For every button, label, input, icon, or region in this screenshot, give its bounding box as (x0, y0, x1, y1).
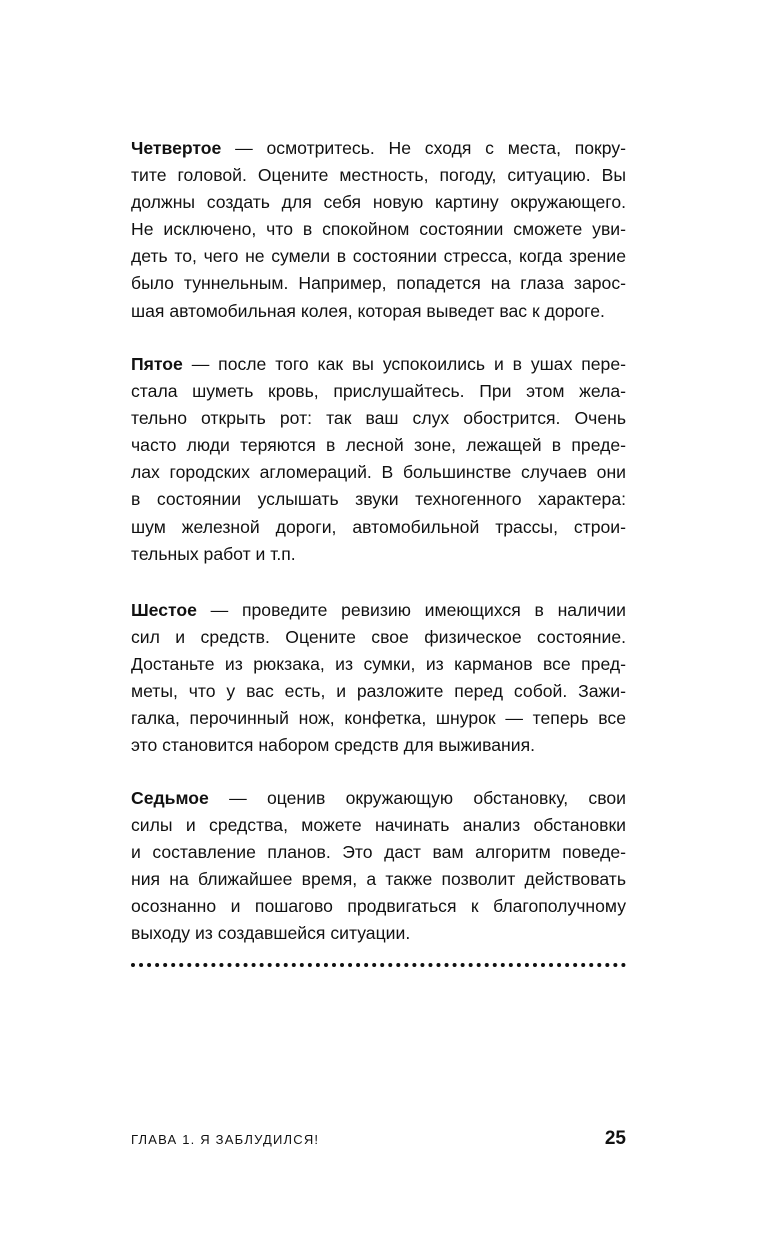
text-line: меты, что у вас есть, и разложите перед собой. Зажи- (131, 681, 626, 702)
line-text: — проведите ревизию имеющихся в наличии (196, 600, 626, 620)
text-line: Достаньте из рюкзака, из сумки, из карманов все пред- (131, 654, 626, 675)
text-line: стала шуметь кровь, прислушайтесь. При этом жела- (131, 381, 626, 402)
text-line: силы и средства, можете начинать анализ обстановки (131, 815, 626, 836)
text-line: сил и средств. Оцените свое физическое состояние. (131, 627, 626, 648)
paragraph-seventh (131, 785, 626, 948)
text-line (131, 351, 626, 378)
text-line: в состоянии услышать звуки техногенного характера: (131, 489, 626, 510)
text-line: лах городских агломераций. В большинстве случаев они (131, 462, 626, 483)
text-line: Не исключено, что в спокойном состоянии сможете уви- (131, 219, 626, 240)
text-line: тельных работ и т.п. (131, 543, 296, 564)
text-line: ния на ближайшее время, а также позволит действовать (131, 869, 626, 890)
text-line: шум железной дороги, автомобильной трассы, строи- (131, 516, 626, 537)
line-text: — после того как вы успокоились и в ушах пере- (182, 354, 626, 374)
paragraph-term: Шестое (131, 600, 197, 620)
text-line: шая автомобильная колея, которая выведет вас к дороге. (131, 300, 605, 321)
page-number: 25 (604, 1128, 626, 1149)
paragraph-term: Седьмое (131, 788, 209, 808)
text-line (131, 135, 626, 162)
text-line: тельно открыть рот: так ваш слух обострится. Очень (131, 408, 626, 429)
text-line (131, 597, 626, 624)
paragraph-fifth (131, 351, 626, 568)
text-line (131, 785, 626, 812)
running-head: ГЛАВА 1. Я ЗАБЛУДИЛСЯ! (131, 1132, 320, 1147)
text-line: это становится набором средств для выживания. (131, 735, 535, 756)
text-line: было туннельным. Например, попадется на глаза зарос- (131, 273, 626, 294)
text-line: должны создать для себя новую картину окружающего. (131, 192, 626, 213)
page-footer (131, 1128, 626, 1152)
text-line: выходу из создавшейся ситуации. (131, 923, 411, 944)
text-line: тите головой. Оцените местность, погоду, ситуацию. Вы (131, 165, 626, 186)
text-line: деть то, чего не сумели в состоянии стресса, когда зрение (131, 246, 626, 267)
text-line: часто люди теряются в лесной зоне, лежащей в преде- (131, 435, 626, 456)
paragraph-sixth (131, 597, 626, 760)
dotted-divider (131, 963, 626, 967)
line-text: — осмотритесь. Не сходя с места, покру- (221, 138, 626, 158)
paragraph-fourth (131, 135, 626, 325)
paragraph-term: Четвертое (131, 138, 222, 158)
text-line: и составление планов. Это даст вам алгоритм поведе- (131, 842, 626, 863)
paragraph-term: Пятое (131, 354, 183, 374)
line-text: — оценив окружающую обстановку, свои (208, 788, 626, 808)
text-line: галка, перочинный нож, конфетка, шнурок — теперь все (131, 708, 626, 729)
text-line: осознанно и пошагово продвигаться к благополучному (131, 896, 626, 917)
